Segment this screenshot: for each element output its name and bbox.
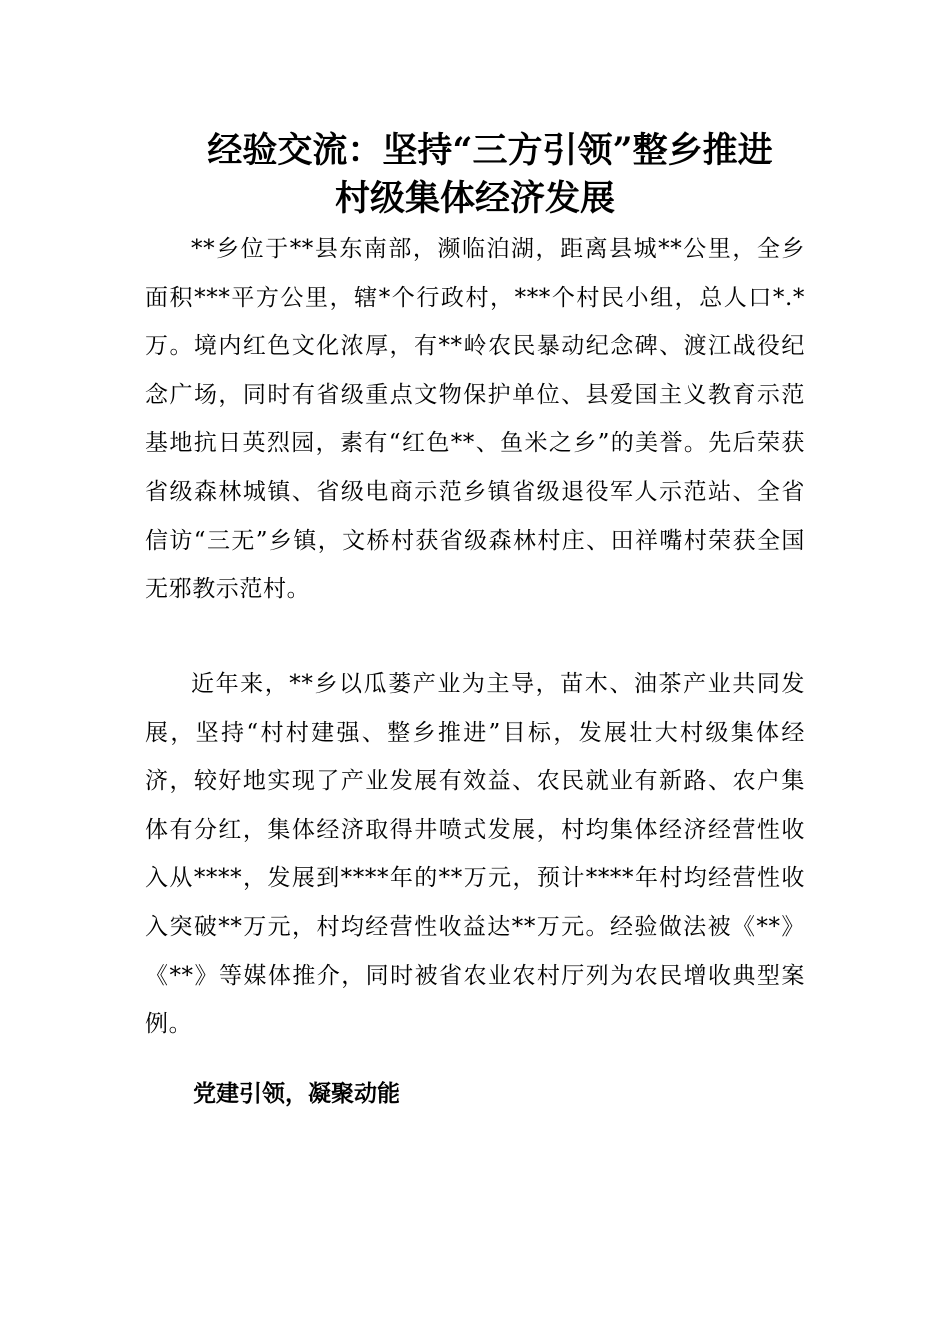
document-title-line-2: 村级集体经济发展 (334, 178, 615, 219)
paragraph-recent-years: 近年来，**乡以瓜蒌产业为主导，苗木、油茶产业共同发展，坚持“村村建强、整乡推进”目标，发展壮大村级集体经济，较好地实现了产业发展有效益、农民就业有新路、农户集体有分红，集体经济取得井喷式发展，村均集体经济经营性收入从****，发展到****年的**万元，预计****年村均经营性收入突破**万元，村均经营性收益达**万元。经验做法被《**》《**》等媒体推介，同时被省农业农村厅列为农民增收典型案例。 (145, 671, 805, 1038)
paragraph-intro: **乡位于**县东南部，濒临泊湖，距离县城**公里，全乡面积***平方公里，辖*个行政村，***个村民小组，总人口*.*万。境内红色文化浓厚，有**岭农民暴动纪念碑、渡江战役纪念广场，同时有省级重点文物保护单位、县爱国主义教育示范基地抗日英烈园，素有“红色**、鱼米之乡”的美誉。先后荣获省级森林城镇、省级电商示范乡镇省级退役军人示范站、全省信访“三无”乡镇，文桥村获省级森林村庄、田祥嘴村荣获全国无邪教示范村。 (145, 236, 805, 603)
document-title-line-1: 经验交流：坚持“三方引领”整乡推进 (207, 130, 773, 171)
section-heading: 党建引领，凝聚动能 (193, 1081, 400, 1107)
